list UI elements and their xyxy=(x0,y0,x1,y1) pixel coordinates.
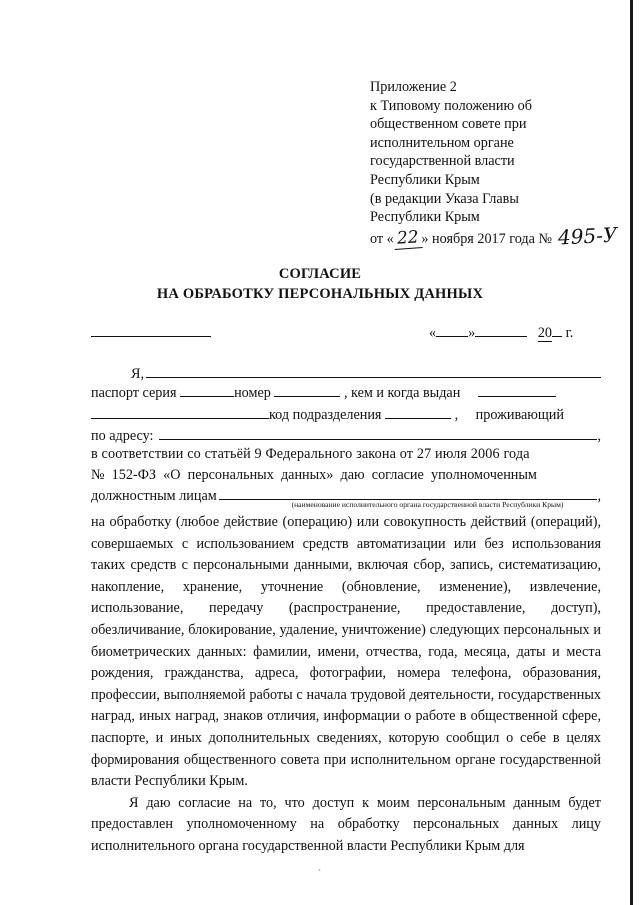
address-comma: , xyxy=(597,428,601,444)
appendix-line: Республики Крым xyxy=(370,209,480,226)
law-line-1: в соответствии со статьёй 9 Федерального закона от 27 июля 2006 года xyxy=(91,446,530,462)
passport-series-label: паспорт серия xyxy=(91,385,177,401)
date-middle: » ноября 2017 года № xyxy=(421,230,553,247)
day-blank[interactable] xyxy=(436,322,468,337)
residing-label: проживающий xyxy=(475,407,564,423)
handwritten-day: 22 xyxy=(393,228,422,249)
appendix-line: общественном совете при xyxy=(370,116,527,133)
division-code-blank[interactable] xyxy=(385,404,451,419)
month-blank[interactable] xyxy=(475,322,527,337)
authority-blank[interactable] xyxy=(219,485,598,500)
consent-paragraph: на обработку (любое действие (операцию) или совокупность действий (операций), совершаемых с использованием средств автоматизации или без использования таких средств с персональными данными, включая сбор, запись, систематизацию, накопление, хранение, уточнение (обновление, изменение), извлечение, использование, передачу (распространение, предоставление, доступ), обезличивание, блокирование, удаление, уничтожение) следующих персональных и биометрических данных: фамилии, имени, отчества, года, месяца, даты и места рождения, гражданства, адреса, фотографии, номера телефона, образования, профессии, выполняемой работы с начала трудовой деятельности, государственных наград, иных наград, знаков отличия, информации о работе в общественной сфере, паспорте, и иных дополнительных сведениях, которую сообщил о себе в целях формирования общественного совета при исполнительном органе государственной власти Республики Крым. xyxy=(91,514,601,790)
place-blank[interactable] xyxy=(91,322,211,337)
consent-body xyxy=(91,512,601,858)
appendix-header xyxy=(370,78,620,248)
issued-blank[interactable] xyxy=(478,382,556,397)
appendix-line: к Типовому положению об xyxy=(370,97,532,114)
passport-series-blank[interactable] xyxy=(180,382,234,397)
address-label: по адресу: xyxy=(91,428,154,444)
number-label: номер xyxy=(234,385,271,401)
appendix-line: Приложение 2 xyxy=(370,79,457,95)
document-subtitle: НА ОБРАБОТКУ ПЕРСОНАЛЬНЫХ ДАННЫХ xyxy=(156,286,484,302)
full-name-blank[interactable] xyxy=(146,363,601,378)
ya-label: Я, xyxy=(131,366,145,382)
issuer-blank[interactable] xyxy=(91,404,269,419)
name-row xyxy=(91,363,601,383)
appendix-date-line xyxy=(370,222,620,250)
passport-number-blank[interactable] xyxy=(274,382,340,397)
handwritten-decree-number: 495-У xyxy=(556,222,618,250)
passport-row xyxy=(91,382,601,402)
appendix-line: исполнительном органе xyxy=(370,134,514,151)
address-row xyxy=(91,425,601,445)
date-line xyxy=(91,322,601,342)
appendix-line: Республики Крым xyxy=(370,171,480,188)
date-prefix: от « xyxy=(370,230,394,247)
year-prefix: 20 xyxy=(537,325,553,341)
scan-speck: ˋ xyxy=(318,868,321,878)
law-line-2: № 152-ФЗ «О персональных данных» даю согласие уполномоченным xyxy=(91,467,537,483)
division-code-label: код подразделения xyxy=(269,407,382,423)
access-paragraph: Я даю согласие на то, что доступ к моим персональным данным будет предоставлен уполномоченному на обработку персональных данных лицу исполнительного органа государственной власти Республики Крым для xyxy=(91,794,601,854)
appendix-line: (в редакции Указа Главы xyxy=(370,190,519,207)
authority-caption: (наименование исполнительного органа государственной власти Республики Крым) xyxy=(291,500,564,509)
officials-comma: , xyxy=(597,488,601,504)
scan-edge xyxy=(630,0,633,905)
year-suffix: г. xyxy=(565,325,574,341)
appendix-line: государственной власти xyxy=(370,153,515,170)
close-quote: » xyxy=(468,325,476,341)
officials-label: должностным лицам xyxy=(91,488,217,504)
open-quote: « xyxy=(429,325,437,341)
issued-label: , кем и когда выдан xyxy=(343,385,461,401)
division-row: код подразделения , проживающий xyxy=(91,404,601,424)
year-blank[interactable] xyxy=(552,322,562,337)
document-title: СОГЛАСИЕ xyxy=(278,266,362,282)
address-blank[interactable] xyxy=(159,425,597,440)
